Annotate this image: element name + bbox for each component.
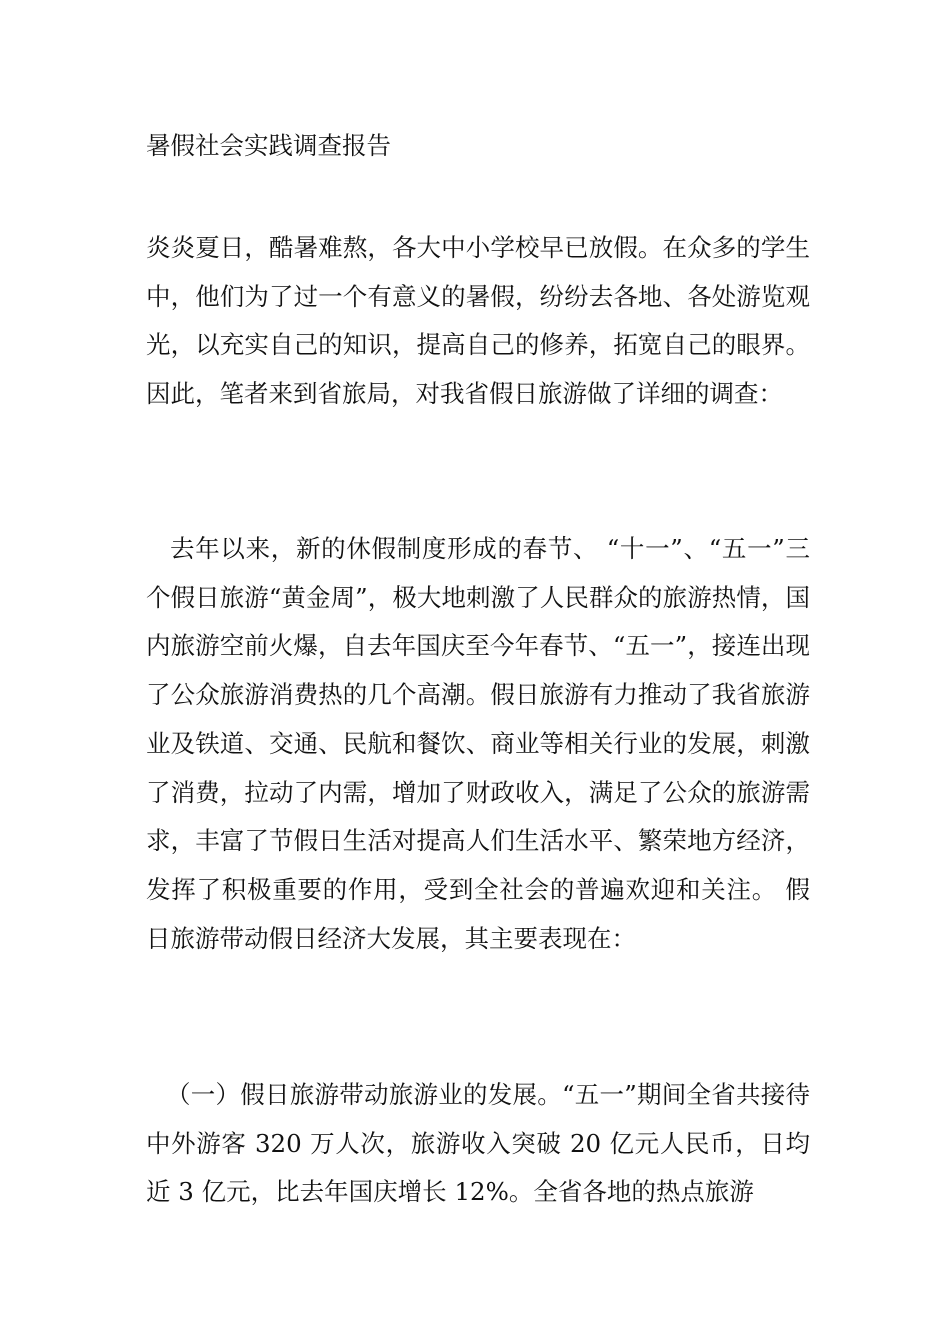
paragraph-holiday-system: 去年以来，新的休假制度形成的春节、 “十一”、“五一”三个假日旅游“黄金周”，极大地刺激了人民群众的旅游热情，国内旅游空前火爆，自去年国庆至今年春节、“五一”，接连出现了公众旅游消费热的几个高潮。假日旅游有力推动了我省旅游业及铁道、交通、民航和餐饮、商业等相关行业的发展，刺激了消费，拉动了内需，增加了财政收入，满足了公众的旅游需求，丰富了节假日生活对提高人们生活水平、繁荣地方经济，发挥了积极重要的作用，受到全社会的普遍欢迎和关注。 假日旅游带动假日经济大发展，其主要表现在： (146, 534, 810, 953)
paragraph-intro: 炎炎夏日，酷暑难熬，各大中小学校早已放假。在众多的学生中，他们为了过一个有意义的暑假，纷纷去各地、各处游览观光，以充实自己的知识，提高自己的修养，拓宽自己的眼界。因此，笔者来到省旅局，对我省假日旅游做了详细的调查： (146, 233, 810, 409)
document-title: 暑假社会实践调查报告 (146, 131, 391, 160)
paragraph-tourism-development: （一）假日旅游带动旅游业的发展。“五一”期间全省共接待中外游客 320 万人次，旅游收入突破 20 亿元人民币，日均近 3 亿元，比去年国庆增长 12%。全省各地的热点旅游 (146, 1080, 810, 1207)
